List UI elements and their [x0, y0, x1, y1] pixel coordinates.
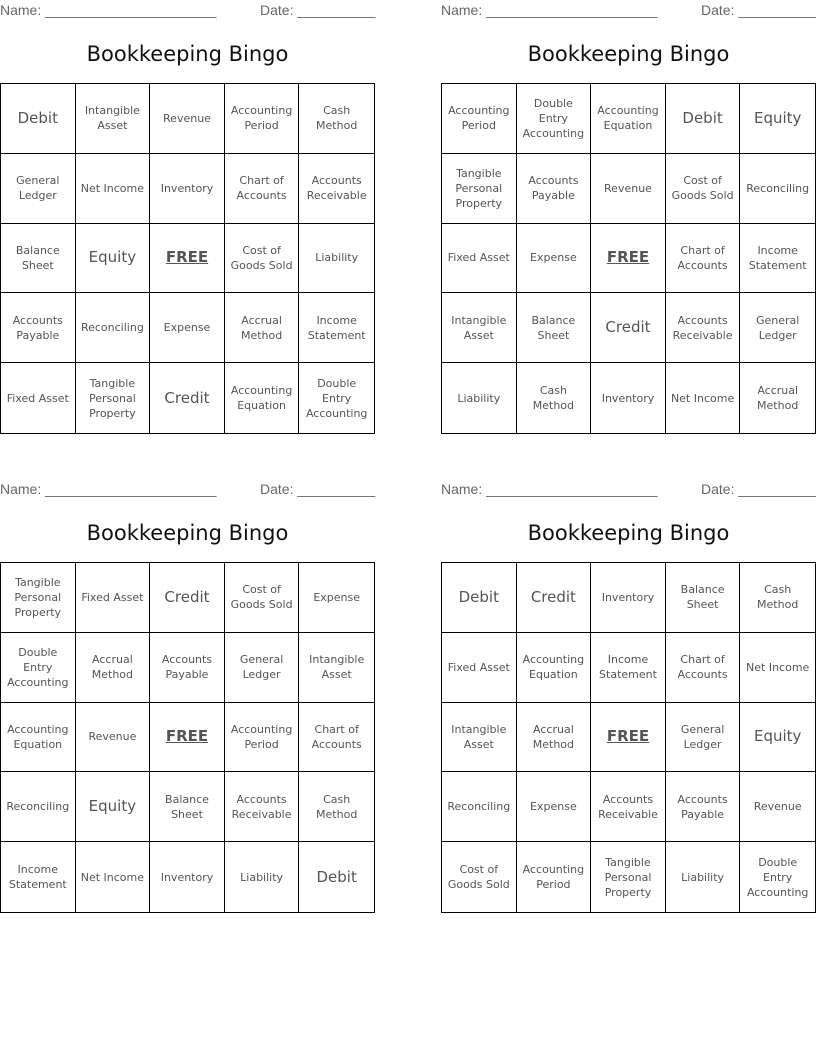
bingo-cell[interactable]: Accounting Equation [591, 84, 666, 154]
bingo-cell[interactable]: Expense [517, 772, 592, 842]
bingo-cell[interactable]: Tangible Personal Property [1, 563, 76, 633]
bingo-cell[interactable]: Liability [225, 842, 300, 912]
bingo-card [0, 479, 375, 913]
bingo-cell[interactable]: Debit [1, 84, 76, 154]
bingo-cell[interactable]: Equity [740, 703, 815, 773]
name-field[interactable]: Name: ______________________ [441, 2, 658, 18]
card-title: Bookkeeping Bingo [86, 42, 289, 66]
bingo-cell[interactable]: Accrual Method [757, 384, 799, 413]
bingo-cell[interactable]: Cost of Goods Sold [225, 563, 300, 633]
bingo-cell[interactable]: Double Entry Accounting [305, 376, 368, 420]
bingo-cell[interactable]: Reconciling [1, 772, 76, 842]
bingo-cell[interactable]: Accounts Payable [150, 633, 225, 703]
card-header [0, 481, 375, 499]
bingo-cell[interactable]: Revenue [591, 154, 666, 224]
bingo-cell[interactable]: Accounts Payable [1, 293, 76, 363]
bingo-cell[interactable]: Accounts Receivable [299, 154, 374, 224]
bingo-cell[interactable]: Balance Sheet [150, 772, 225, 842]
date-field[interactable]: Date: __________ [701, 2, 816, 18]
bingo-cell[interactable]: Inventory [591, 363, 666, 433]
bingo-cell[interactable]: Accounting Period [517, 842, 592, 912]
bingo-cell[interactable]: Double Entry Accounting [517, 84, 592, 154]
bingo-cell[interactable]: General Ledger [740, 293, 815, 363]
bingo-cell[interactable]: Cash Method [517, 363, 592, 433]
bingo-grid [441, 83, 816, 434]
bingo-cell[interactable]: Accounts Payable [517, 154, 592, 224]
bingo-cell[interactable]: Credit [150, 563, 225, 633]
name-field[interactable]: Name: ______________________ [0, 2, 217, 18]
bingo-grid [0, 83, 375, 434]
bingo-cell[interactable]: Equity [740, 84, 815, 154]
bingo-cell[interactable]: Inventory [150, 154, 225, 224]
card-header [441, 481, 816, 499]
bingo-cell[interactable]: Reconciling [76, 293, 151, 363]
bingo-cell[interactable]: Revenue [150, 84, 225, 154]
bingo-cell[interactable]: Accounts Receivable [591, 772, 666, 842]
card-title: Bookkeeping Bingo [527, 521, 730, 545]
bingo-cell[interactable]: Chart of Accounts [225, 154, 300, 224]
bingo-cell[interactable]: Accounting Equation [517, 633, 592, 703]
bingo-cell[interactable]: Income Statement [1, 842, 76, 912]
bingo-cell[interactable]: Net Income [740, 633, 815, 703]
bingo-cell[interactable]: Chart of Accounts [666, 224, 741, 294]
bingo-cell[interactable]: Revenue [76, 703, 151, 773]
bingo-cell[interactable]: Credit [591, 293, 666, 363]
bingo-cell[interactable]: Income Statement [299, 293, 374, 363]
bingo-cell[interactable]: Cost of Goods Sold [666, 154, 741, 224]
bingo-cell[interactable]: Liability [442, 363, 517, 433]
bingo-cell[interactable]: Equity [76, 224, 151, 294]
bingo-cell[interactable]: Accounting Equation [225, 363, 300, 433]
date-field[interactable]: Date: __________ [701, 481, 816, 497]
bingo-cell[interactable]: Chart of Accounts [666, 633, 741, 703]
bingo-cell[interactable]: Cash Method [299, 84, 374, 154]
bingo-cell[interactable]: Intangible Asset [299, 633, 374, 703]
bingo-cell[interactable]: General Ledger [666, 703, 741, 773]
bingo-cell[interactable]: Inventory [150, 842, 225, 912]
bingo-grid [0, 562, 375, 913]
card-title: Bookkeeping Bingo [86, 521, 289, 545]
bingo-cell[interactable]: Expense [517, 224, 592, 294]
bingo-cell[interactable]: Expense [150, 293, 225, 363]
bingo-cell[interactable]: Equity [76, 772, 151, 842]
free-space[interactable]: FREE [150, 703, 225, 773]
free-space[interactable]: FREE [591, 224, 666, 294]
bingo-cell[interactable]: Debit [666, 84, 741, 154]
bingo-cell[interactable]: Fixed Asset [442, 633, 517, 703]
bingo-cell[interactable]: Balance Sheet [666, 563, 741, 633]
free-space[interactable]: FREE [150, 224, 225, 294]
bingo-card [441, 0, 816, 434]
bingo-cell[interactable]: Credit [517, 563, 592, 633]
bingo-cell[interactable]: Balance Sheet [517, 293, 592, 363]
bingo-cell[interactable]: Revenue [740, 772, 815, 842]
bingo-cell[interactable]: Accounting Period [442, 84, 517, 154]
bingo-cell[interactable]: Intangible Asset [442, 703, 517, 773]
bingo-cell[interactable]: Intangible Asset [442, 293, 517, 363]
bingo-cell[interactable]: Double Entry Accounting [746, 855, 809, 899]
bingo-card [0, 0, 375, 434]
bingo-cell[interactable]: Fixed Asset [1, 363, 76, 433]
bingo-cell[interactable]: Fixed Asset [442, 224, 517, 294]
bingo-cell[interactable]: Debit [316, 867, 357, 886]
date-field[interactable]: Date: __________ [260, 481, 376, 497]
bingo-cell[interactable]: Cash Method [299, 772, 374, 842]
bingo-cell[interactable]: Cost of Goods Sold [442, 842, 517, 912]
bingo-cell[interactable]: Accounting Equation [1, 703, 76, 773]
bingo-cell[interactable]: Accounts Receivable [666, 293, 741, 363]
bingo-cell[interactable]: Accrual Method [76, 633, 151, 703]
bingo-card [441, 479, 816, 913]
bingo-cell[interactable]: Tangible Personal Property [442, 154, 517, 224]
bingo-cell[interactable]: Tangible Personal Property [76, 363, 151, 433]
card-header [0, 2, 375, 20]
bingo-cell[interactable]: Expense [299, 563, 374, 633]
bingo-cell[interactable]: Cost of Goods Sold [225, 224, 300, 294]
bingo-cell[interactable]: Liability [666, 842, 741, 912]
bingo-cell[interactable]: Cash Method [740, 563, 815, 633]
bingo-cell[interactable]: Accounting Period [225, 703, 300, 773]
bingo-cell[interactable]: Liability [299, 224, 374, 294]
bingo-cell[interactable]: Chart of Accounts [299, 703, 374, 773]
bingo-cell[interactable]: Net Income [76, 842, 151, 912]
bingo-cell[interactable]: Accrual Method [225, 293, 300, 363]
bingo-cell[interactable]: Accounts Receivable [225, 772, 300, 842]
bingo-cell[interactable]: Net Income [666, 363, 741, 433]
bingo-cell[interactable]: Debit [442, 563, 517, 633]
bingo-cell[interactable]: Intangible Asset [76, 84, 151, 154]
bingo-cell[interactable]: Reconciling [442, 772, 517, 842]
bingo-cell[interactable]: Income Statement [740, 224, 815, 294]
bingo-cell[interactable]: Income Statement [591, 633, 666, 703]
date-field[interactable]: Date: __________ [260, 2, 376, 18]
bingo-cell[interactable]: Accounting Period [225, 84, 300, 154]
bingo-cell[interactable]: Net Income [76, 154, 151, 224]
bingo-cell[interactable]: Reconciling [740, 154, 815, 224]
bingo-cell[interactable]: Inventory [591, 563, 666, 633]
bingo-cell[interactable]: General Ledger [1, 154, 76, 224]
bingo-cell[interactable]: Tangible Personal Property [591, 842, 666, 912]
bingo-cell[interactable]: Credit [150, 363, 225, 433]
card-title: Bookkeeping Bingo [527, 42, 730, 66]
bingo-cell[interactable]: Balance Sheet [1, 224, 76, 294]
bingo-cell[interactable]: Fixed Asset [76, 563, 151, 633]
bingo-cell[interactable]: Accrual Method [517, 703, 592, 773]
name-field[interactable]: Name: ______________________ [0, 481, 217, 497]
name-field[interactable]: Name: ______________________ [441, 481, 658, 497]
card-header [441, 2, 816, 20]
free-space[interactable]: FREE [591, 703, 666, 773]
bingo-cell[interactable]: Double Entry Accounting [1, 633, 76, 703]
bingo-grid [441, 562, 816, 913]
bingo-cell[interactable]: General Ledger [225, 633, 300, 703]
bingo-cell[interactable]: Accounts Payable [666, 772, 741, 842]
